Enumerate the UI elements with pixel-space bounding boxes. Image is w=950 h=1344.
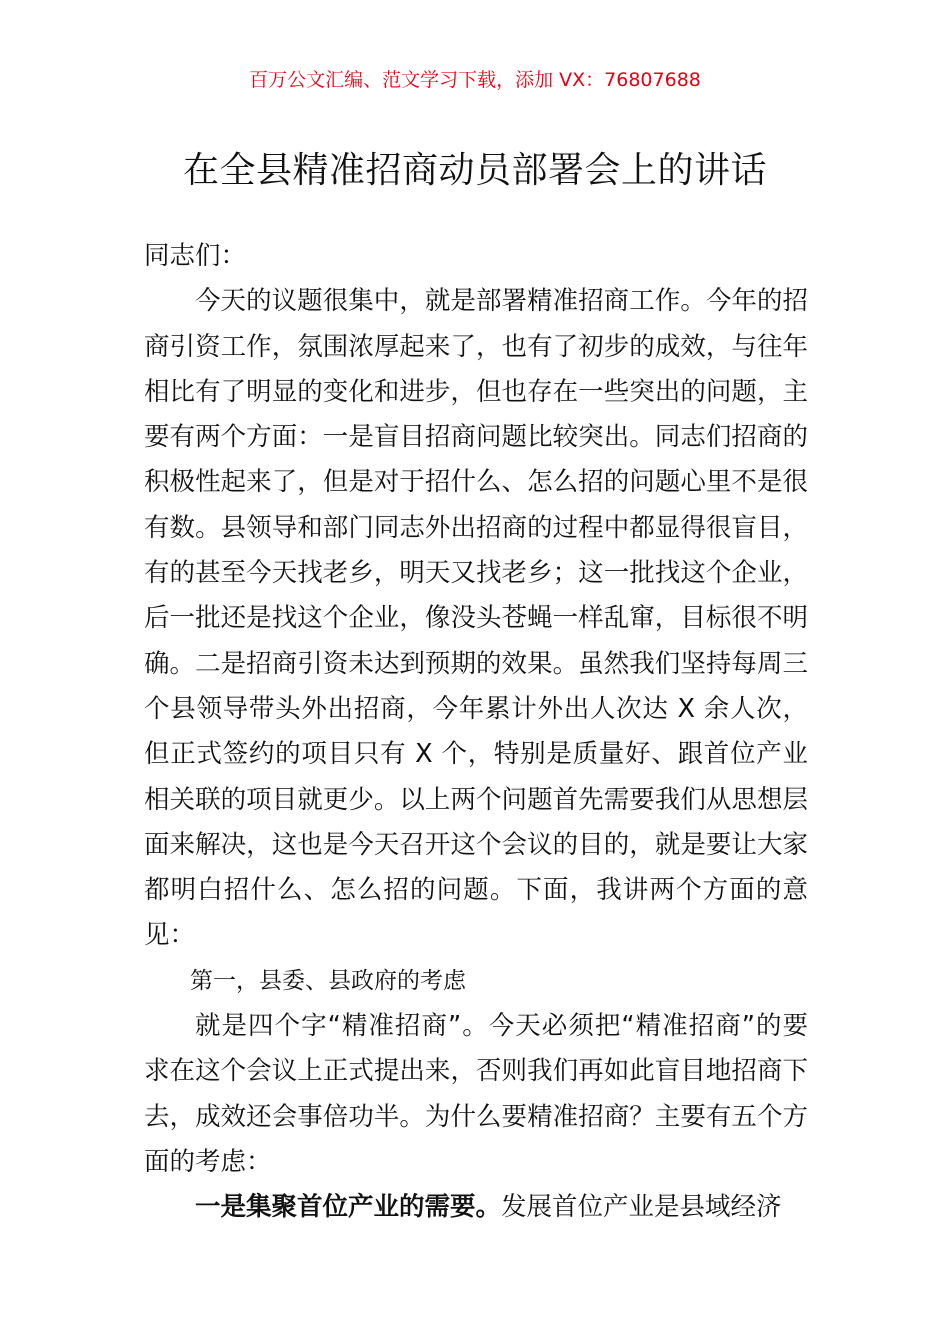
header-watermark-note: 百万公文汇编、范文学习下载，添加 VX：76807688 [249, 69, 701, 91]
point-1-text: 发展首位产业是县域经济 [501, 1192, 782, 1223]
salutation: 同志们： [144, 241, 247, 271]
paragraph-intro: 今天的议题很集中，就是部署精准招商工作。今年的招商引资工作，氛围浓厚起来了，也有了初步的成效，与往年相比有了明显的变化和进步，但也存在一些突出的问题，主要有两个方面：一是盲目招商问题比较突出。同志们招商的积极性起来了，但是对于招什么、怎么招的问题心里不是很有数。县领导和部门同志外出招商的过程中都显得很盲目，有的甚至今天找老乡，明天又找老乡；这一批找这个企业，后一批还是找这个企业，像没头苍蝇一样乱窜，目标很不明确。二是招商引资未达到预期的效果。虽然我们坚持每周三个县领导带头外出招商，今年累计外出人次达 X 余人次，但正式签约的项目只有 X 个，特别是质量好、跟首位产业相关联的项目就更少。以上两个问题首先需要我们从思想层面来解决，这也是今天召开这个会议的目的，就是要让大家都明白招什么、怎么招的问题。下面，我讲两个方面的意见： [144, 286, 808, 951]
paragraph-precise-investment: 就是四个字“精准招商”。今天必须把“精准招商”的要求在这个会议上正式提出来，否则我们再如此盲目地招商下去，成效还会事倍功半。为什么要精准招商？主要有五个方面的考虑： [144, 1011, 808, 1177]
section-heading-1: 第一，县委、县政府的考虑 [190, 967, 466, 994]
point-1-lead: 一是集聚首位产业的需要。 [195, 1192, 502, 1223]
document-body [144, 234, 808, 1231]
paragraph-point-1 [144, 1185, 808, 1230]
document-title: 在全县精准招商动员部署会上的讲话 [182, 150, 767, 191]
